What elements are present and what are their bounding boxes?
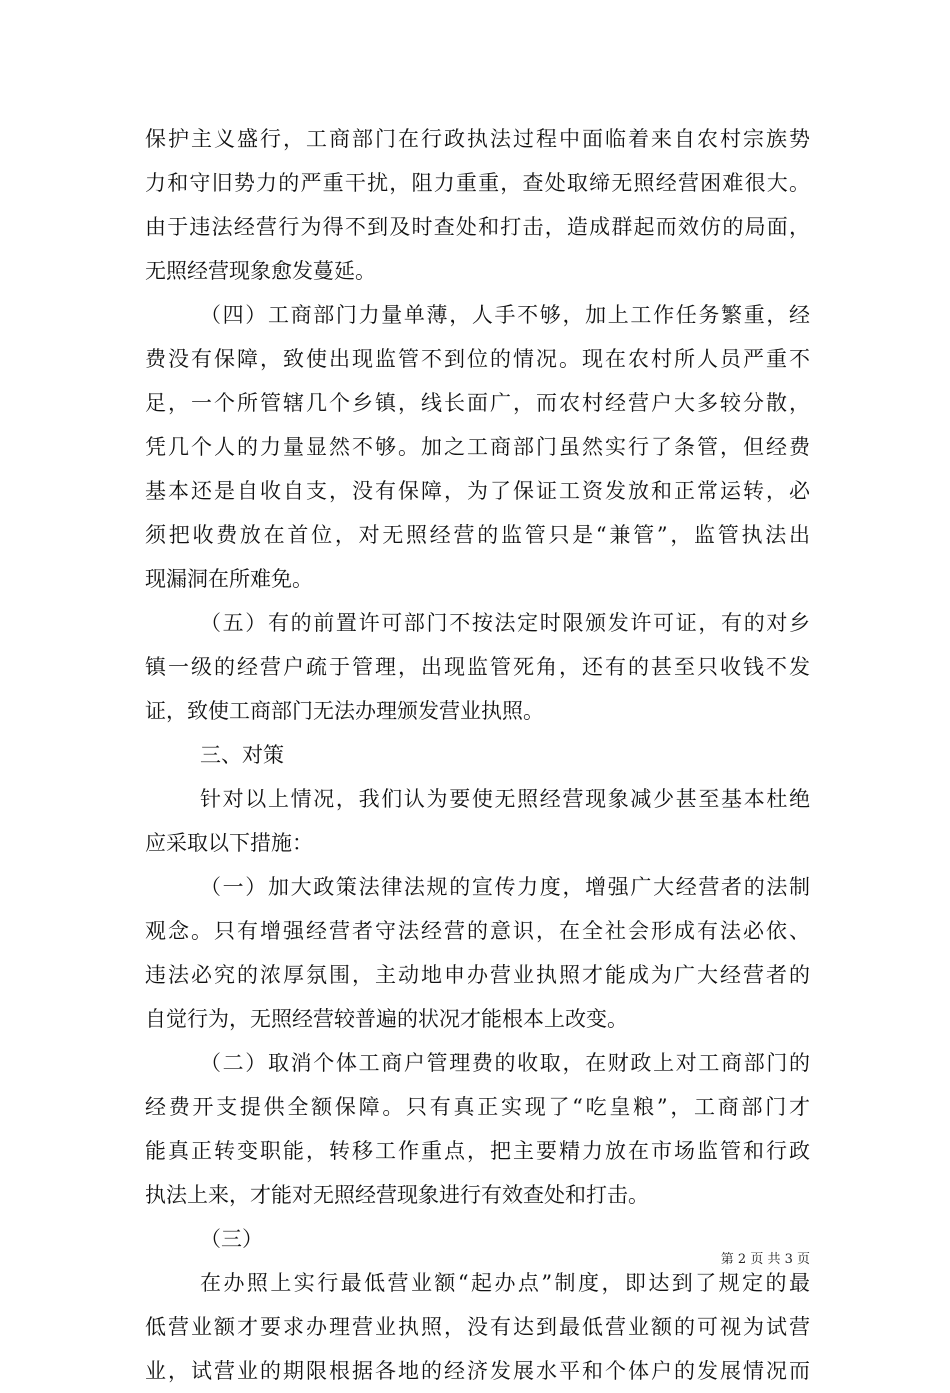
document-body xyxy=(145,117,810,1393)
text-line: 由于违法经营行为得不到及时查处和打击，造成群起而效仿的局面， xyxy=(145,215,810,239)
text-line: （一）加大政策法律法规的宣传力度，增强广大经营者的法制 xyxy=(200,875,810,899)
text-line: （四）工商部门力量单薄，人手不够，加上工作任务繁重，经 xyxy=(200,303,810,327)
text-line: （五）有的前置许可部门不按法定时限颁发许可证，有的对乡 xyxy=(200,611,810,635)
text-line: 足，一个所管辖几个乡镇，线长面广，而农村经营户大多较分散， xyxy=(145,391,810,415)
text-line: 现漏洞在所难免。 xyxy=(145,567,313,591)
text-line: 执法上来，才能对无照经营现象进行有效查处和打击。 xyxy=(145,1183,649,1207)
text-line: 经费开支提供全额保障。只有真正实现了“吃皇粮”，工商部门才 xyxy=(145,1095,810,1119)
text-line: 基本还是自收自支，没有保障，为了保证工资发放和正常运转，必 xyxy=(145,479,810,503)
text-line: 凭几个人的力量显然不够。加之工商部门虽然实行了条管，但经费 xyxy=(145,435,810,459)
text-line: 在办照上实行最低营业额“起办点”制度，即达到了规定的最 xyxy=(200,1271,810,1295)
text-line: （二）取消个体工商户管理费的收取，在财政上对工商部门的 xyxy=(200,1051,810,1075)
text-line: 观念。只有增强经营者守法经营的意识，在全社会形成有法必依、 xyxy=(145,919,810,943)
text-line: 针对以上情况，我们认为要使无照经营现象减少甚至基本杜绝 xyxy=(200,787,810,811)
text-line: 应采取以下措施： xyxy=(145,831,313,855)
text-line: 保护主义盛行，工商部门在行政执法过程中面临着来自农村宗族势 xyxy=(145,127,810,151)
text-line: 违法必究的浓厚氛围，主动地申办营业执照才能成为广大经营者的 xyxy=(145,963,810,987)
text-line: （三） xyxy=(200,1227,263,1251)
text-line: 低营业额才要求办理营业执照，没有达到最低营业额的可视为试营 xyxy=(145,1315,810,1339)
text-line: 自觉行为，无照经营较普遍的状况才能根本上改变。 xyxy=(145,1007,628,1031)
section-heading: 三、对策 xyxy=(200,743,284,767)
text-line: 证，致使工商部门无法办理颁发营业执照。 xyxy=(145,699,544,723)
text-line: 力和守旧势力的严重干扰，阻力重重，查处取缔无照经营困难很大。 xyxy=(145,171,810,195)
text-line: 能真正转变职能，转移工作重点，把主要精力放在市场监管和行政 xyxy=(145,1139,810,1163)
text-line: 业，试营业的期限根据各地的经济发展水平和个体户的发展情况而 xyxy=(145,1359,810,1383)
page-number: 第 2 页 共 3 页 xyxy=(720,1252,810,1267)
text-line: 须把收费放在首位，对无照经营的监管只是“兼管”，监管执法出 xyxy=(145,523,810,547)
text-line: 镇一级的经营户疏于管理，出现监管死角，还有的甚至只收钱不发 xyxy=(145,655,810,679)
text-line: 费没有保障，致使出现监管不到位的情况。现在农村所人员严重不 xyxy=(145,347,810,371)
text-line: 无照经营现象愈发蔓延。 xyxy=(145,259,376,283)
